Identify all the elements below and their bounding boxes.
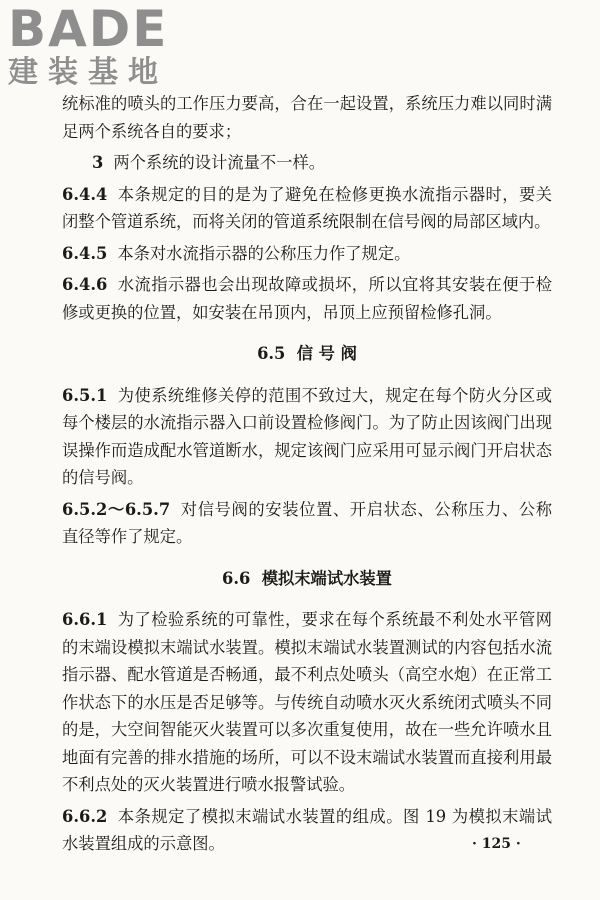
- clause-6-5-2-to-6-5-7: [62, 496, 552, 551]
- section-heading-6-6: [62, 565, 552, 593]
- clause-6-5-1: [62, 382, 552, 492]
- clause-number: 6.4.5: [62, 243, 108, 263]
- clause-6-6-1: [62, 606, 552, 799]
- clause-6-4-5: [62, 240, 552, 268]
- clause-number: 6.6.2: [62, 806, 108, 826]
- section-number: 6.6: [222, 568, 251, 588]
- clause-text: 对信号阀的安装位置、开启状态、公称压力、公称直径等作了规定。: [62, 499, 552, 546]
- paragraph-text: 统标准的喷头的工作压力要高，合在一起设置，系统压力难以同时满足两个系统各自的要求；: [62, 94, 552, 141]
- paragraph-continued: [62, 90, 552, 145]
- clause-text: 为使系统维修关停的范围不致过大，规定在每个防火分区或每个楼层的水流指示器入口前设置检修阀门。为了防止因该阀门出现误操作而造成配水管道断水，规定该阀门应采用可显示阀门开启状态的信号阀。: [62, 385, 552, 487]
- clause-text: 水流指示器也会出现故障或损坏，所以宜将其安装在便于检修或更换的位置，如安装在吊顶内，吊顶上应预留检修孔洞。: [62, 275, 552, 322]
- clause-text: 本条对水流指示器的公称压力作了规定。: [117, 243, 411, 263]
- item-text: 两个系统的设计流量不一样。: [113, 153, 326, 172]
- clause-text: 本条规定的目的是为了避免在检修更换水流指示器时，要关闭整个管道系统，而将关闭的管道系统限制在信号阀的局部区域内。: [62, 184, 552, 231]
- logo-subtitle: 建装基地: [8, 55, 168, 90]
- clause-text: 本条规定了模拟末端试水装置的组成。图 19 为模拟末端试水装置组成的示意图。: [62, 806, 552, 853]
- bade-logo: [8, 0, 178, 92]
- section-title: 模拟末端试水装置: [261, 568, 392, 588]
- logo-wordmark: BADE: [8, 0, 169, 58]
- page-body: [62, 90, 552, 862]
- item-number: 3: [92, 153, 104, 172]
- page-number: · 125 ·: [472, 836, 521, 852]
- clause-number: 6.5.1: [62, 385, 108, 405]
- section-heading-6-5: [62, 340, 552, 368]
- clause-6-4-6: [62, 271, 552, 326]
- clause-number: 6.4.6: [62, 275, 108, 294]
- section-title: 信 号 阀: [296, 344, 357, 363]
- clause-number: 6.5.2～6.5.7: [62, 499, 171, 519]
- clause-number: 6.4.4: [62, 184, 108, 204]
- clause-text: 为了检验系统的可靠性，要求在每个系统最不利处水平管网的末端设模拟末端试水装置。模拟末端试水装置测试的内容包括水流指示器、配水管道是否畅通，最不利点处喷头（高空水炮）在正常工作状态下的水压是否足够等。与传统自动喷水灭火系统闭式喷头不同的是，大空间智能灭火装置可以多次重复使用，故在一些允许喷水且地面有完善的排水措施的场所，可以不设末端试水装置而直接利用最不利点处的灭火装置进行喷水报警试验。: [62, 610, 552, 794]
- clause-6-4-4: [62, 181, 552, 236]
- list-item-3: [62, 149, 552, 177]
- section-number: 6.5: [257, 344, 286, 363]
- clause-number: 6.6.1: [62, 610, 108, 629]
